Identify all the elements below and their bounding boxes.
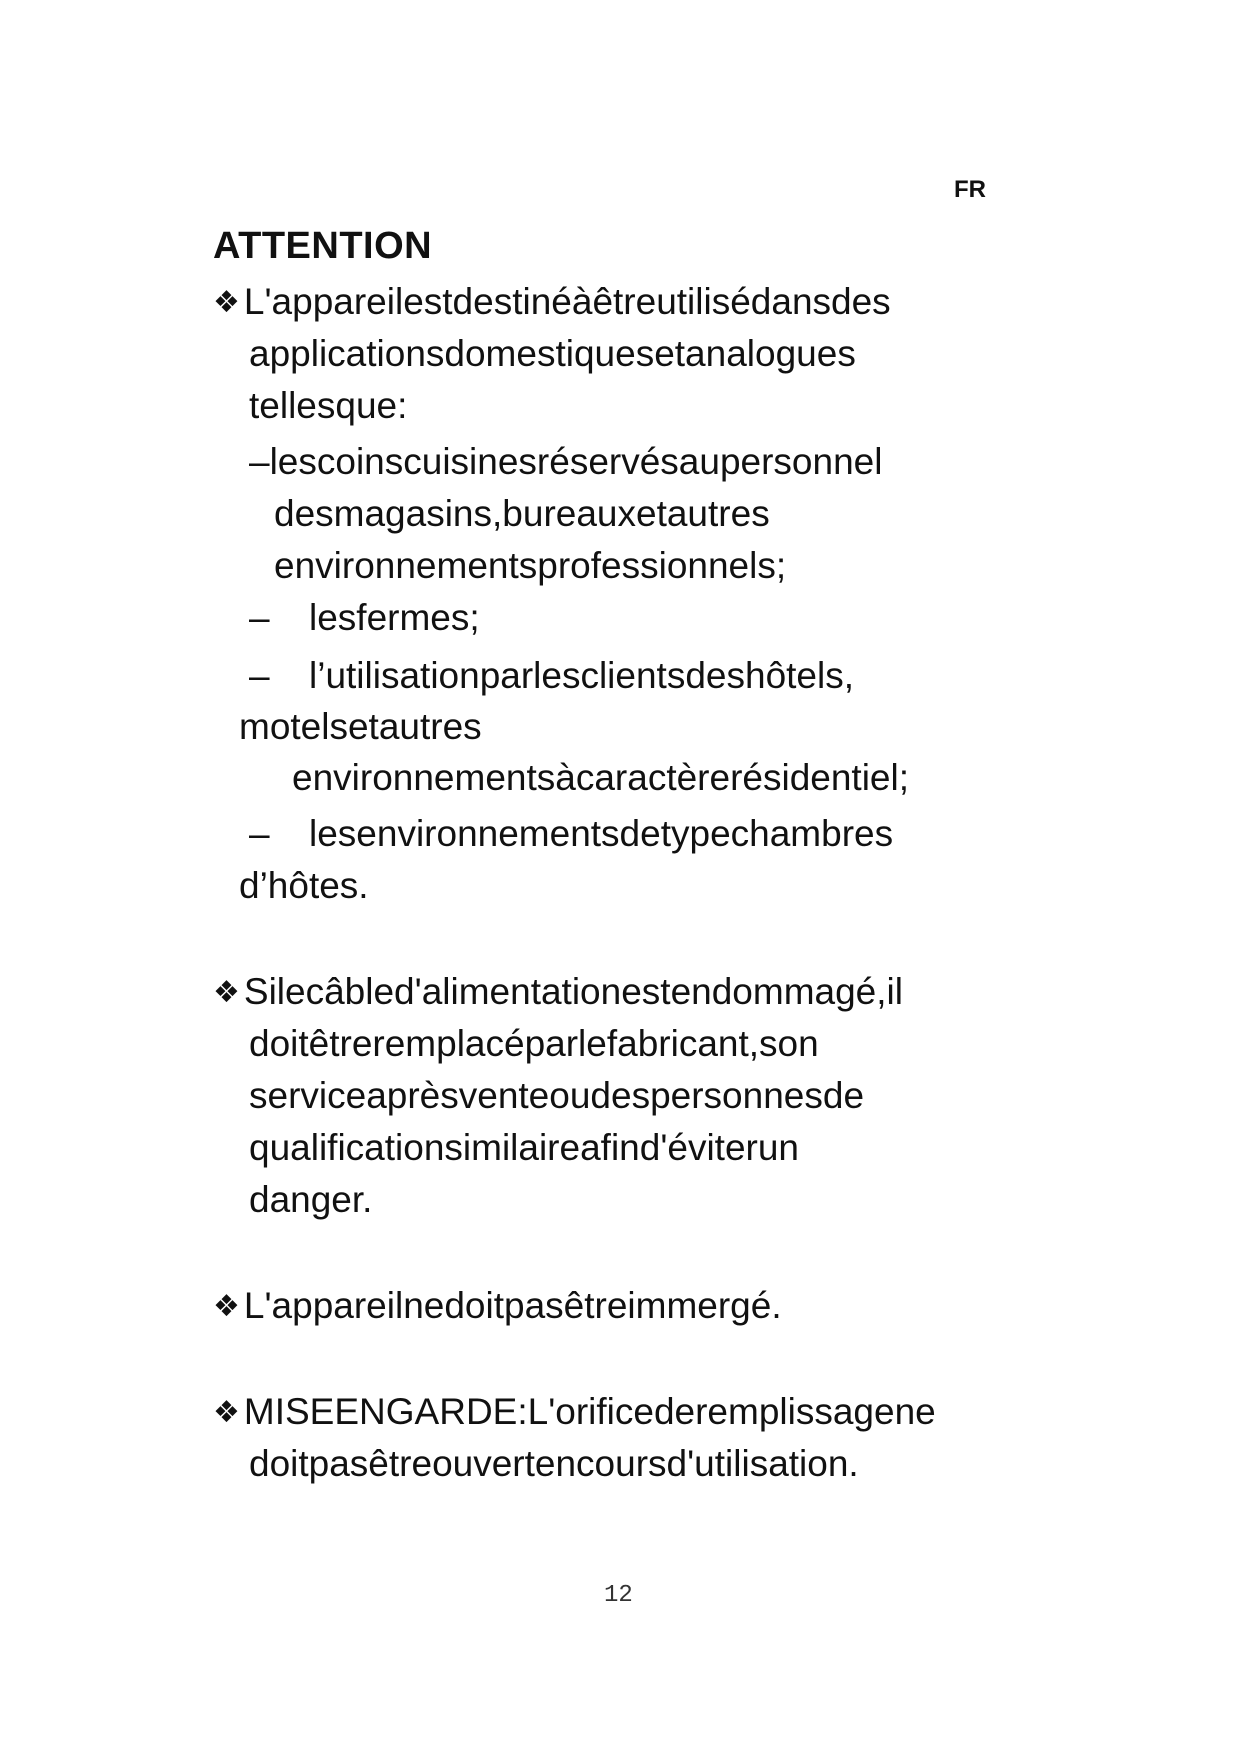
bullet-item-warning (213, 1390, 936, 1435)
usage-list-item-hotels: motelsetautres (239, 706, 482, 747)
dash-marker: – (249, 655, 270, 696)
usage-list-item-text: lesenvironnementsdetypechambres (309, 813, 894, 854)
diamond-bullet-icon: ❖ (213, 1290, 240, 1323)
usage-list-item-hotels (249, 654, 854, 698)
usage-text-line: applicationsdomestiquesetanalogues (249, 333, 856, 374)
bullet-item-immersion (213, 1284, 782, 1329)
power-cord-text-line: serviceaprèsventeoudespersonnesde (249, 1075, 865, 1116)
power-cord-text-line: Silecâbled'alimentationestendommagé,il (243, 971, 903, 1012)
power-cord-text-line: doitêtreremplacéparlefabricant,son (249, 1023, 819, 1064)
usage-list-item-text: l’utilisationparlesclientsdeshôtels, (309, 655, 855, 696)
usage-list-item-kitchens: desmagasins,bureauxetautres (274, 493, 770, 534)
usage-list-item-guest-houses: d’hôtes. (239, 865, 369, 906)
diamond-bullet-icon: ❖ (213, 1396, 240, 1429)
usage-list-item-text: lesfermes; (309, 597, 480, 638)
section-heading: ATTENTION (213, 225, 433, 267)
dash-marker: – (249, 813, 270, 854)
usage-list-item-guest-houses (249, 812, 893, 856)
warning-text-line: doitpasêtreouvertencoursd'utilisation. (249, 1443, 859, 1484)
power-cord-text-line: danger. (249, 1179, 373, 1220)
immersion-text-line: L'appareilnedoitpasêtreimmergé. (243, 1285, 782, 1326)
usage-list-item-kitchens: environnementsprofessionnels; (274, 545, 787, 586)
usage-text-line: L'appareilestdestinéàêtreutilisédansdes (243, 281, 891, 322)
diamond-bullet-icon: ❖ (213, 286, 240, 319)
usage-list-item-kitchens: –lescoinscuisinesréservésaupersonnel (249, 441, 883, 482)
usage-list-item-hotels: environnementsàcaractèrerésidentiel; (292, 757, 910, 798)
language-tag: FR (954, 176, 986, 203)
power-cord-text-line: qualificationsimilaireafind'éviterun (249, 1127, 800, 1168)
usage-list-item-farms (249, 596, 480, 640)
diamond-bullet-icon: ❖ (213, 976, 240, 1009)
page-number: 12 (604, 1582, 633, 1609)
bullet-item-power-cord (213, 970, 903, 1015)
warning-text-line: MISEENGARDE:L'orificederemplissagene (243, 1391, 936, 1432)
bullet-item-usage (213, 280, 891, 325)
dash-marker: – (249, 597, 270, 638)
usage-text-line: tellesque: (249, 385, 408, 426)
